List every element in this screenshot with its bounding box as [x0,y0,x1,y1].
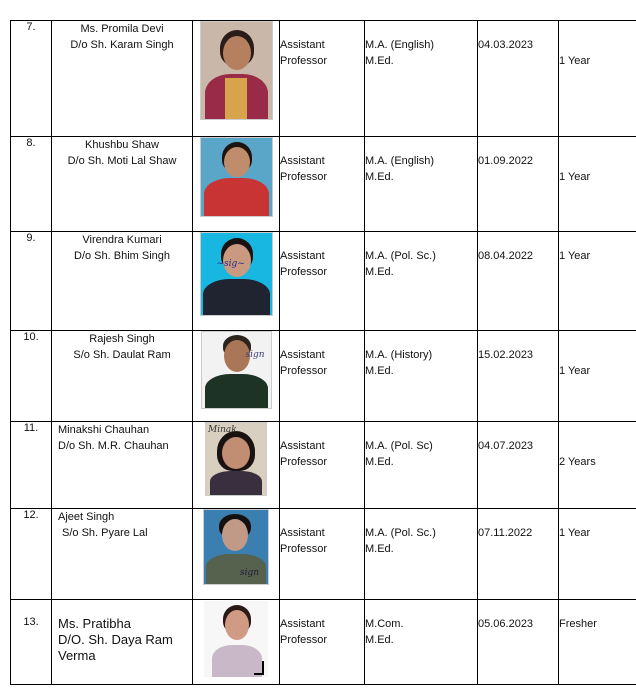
designation-cell: Assistant Professor [280,21,365,137]
table-row [11,509,636,600]
parent-name-cont: Verma [58,648,96,663]
designation-cell: Assistant Professor [280,422,365,509]
photo-cell [193,232,280,331]
staff-name: Rajesh Singh [89,333,155,345]
portrait-photo [200,137,273,217]
serial-number: 12. [11,509,52,600]
staff-name: Virendra Kumari [82,234,162,246]
qualification-cell: M.A. (English) M.Ed. [365,21,478,137]
name-cell [52,422,193,509]
photo-cell [193,509,280,600]
staff-name: Khushbu Shaw [85,139,159,151]
staff-name: Minakshi Chauhan [58,424,150,436]
faculty-table [10,20,636,685]
experience-cell: 1 Year [559,137,636,232]
experience-cell: 1 Year [559,331,636,422]
portrait-photo: sign [201,331,272,409]
parent-name: D/o Sh. Bhim Singh [74,250,170,262]
experience-cell: 1 Year [559,509,636,600]
parent-name: D/o Sh. Karam Singh [70,39,174,51]
name-cell [52,137,193,232]
qualification-cell: M.A. (Pol. Sc) M.Ed. [365,422,478,509]
staff-name: Ms. Pratibha [58,616,131,631]
experience-cell: Fresher [559,600,636,685]
table-row [11,21,636,137]
qualification-cell: M.A. (Pol. Sc.) M.Ed. [365,232,478,331]
serial-number: 11. [11,422,52,509]
portrait-photo: ~sig~ [200,232,273,316]
serial-number: 7. [11,21,52,137]
experience-cell: 1 Year [559,21,636,137]
qualification-cell: M.A. (History) M.Ed. [365,331,478,422]
parent-name: S/o Sh. Pyare Lal [62,527,148,539]
experience-cell: 2 Years [559,422,636,509]
designation-cell: Assistant Professor [280,137,365,232]
portrait-photo [203,600,269,678]
name-cell [52,509,193,600]
serial-number: 13. [11,600,52,685]
joining-date-cell: 01.09.2022 [478,137,559,232]
joining-date-cell: 08.04.2022 [478,232,559,331]
joining-date-cell: 15.02.2023 [478,331,559,422]
qualification-cell: M.Com. M.Ed. [365,600,478,685]
joining-date-cell: 04.07.2023 [478,422,559,509]
photo-cell [193,600,280,685]
name-cell [52,232,193,331]
table-row [11,331,636,422]
name-cell [52,331,193,422]
joining-date-cell: 07.11.2022 [478,509,559,600]
photo-cell [193,21,280,137]
staff-name: Ajeet Singh [58,511,115,523]
table-row [11,422,636,509]
photo-cell [193,137,280,232]
designation-cell: Assistant Professor [280,331,365,422]
photo-cell [193,331,280,422]
table-row [11,232,636,331]
name-cell [52,600,193,685]
portrait-photo: sign [203,509,269,585]
portrait-photo: Minak [205,422,267,496]
designation-cell: Assistant Professor [280,600,365,685]
parent-name: D/o Sh. M.R. Chauhan [58,440,169,452]
name-cell [52,21,193,137]
experience-cell: 1 Year [559,232,636,331]
portrait-photo [200,21,273,120]
parent-name: D/o Sh. Moti Lal Shaw [67,155,177,167]
joining-date-cell: 04.03.2023 [478,21,559,137]
qualification-cell: M.A. (English) M.Ed. [365,137,478,232]
joining-date-cell: 05.06.2023 [478,600,559,685]
qualification-cell: M.A. (Pol. Sc.) M.Ed. [365,509,478,600]
serial-number: 9. [11,232,52,331]
designation-cell: Assistant Professor [280,509,365,600]
table-row [11,137,636,232]
photo-cell [193,422,280,509]
table-row [11,600,636,685]
staff-name: Ms. Promila Devi [80,23,164,35]
serial-number: 10. [11,331,52,422]
parent-name: D/O. Sh. Daya Ram [58,632,173,647]
parent-name: S/o Sh. Daulat Ram [73,349,171,361]
serial-number: 8. [11,137,52,232]
designation-cell: Assistant Professor [280,232,365,331]
